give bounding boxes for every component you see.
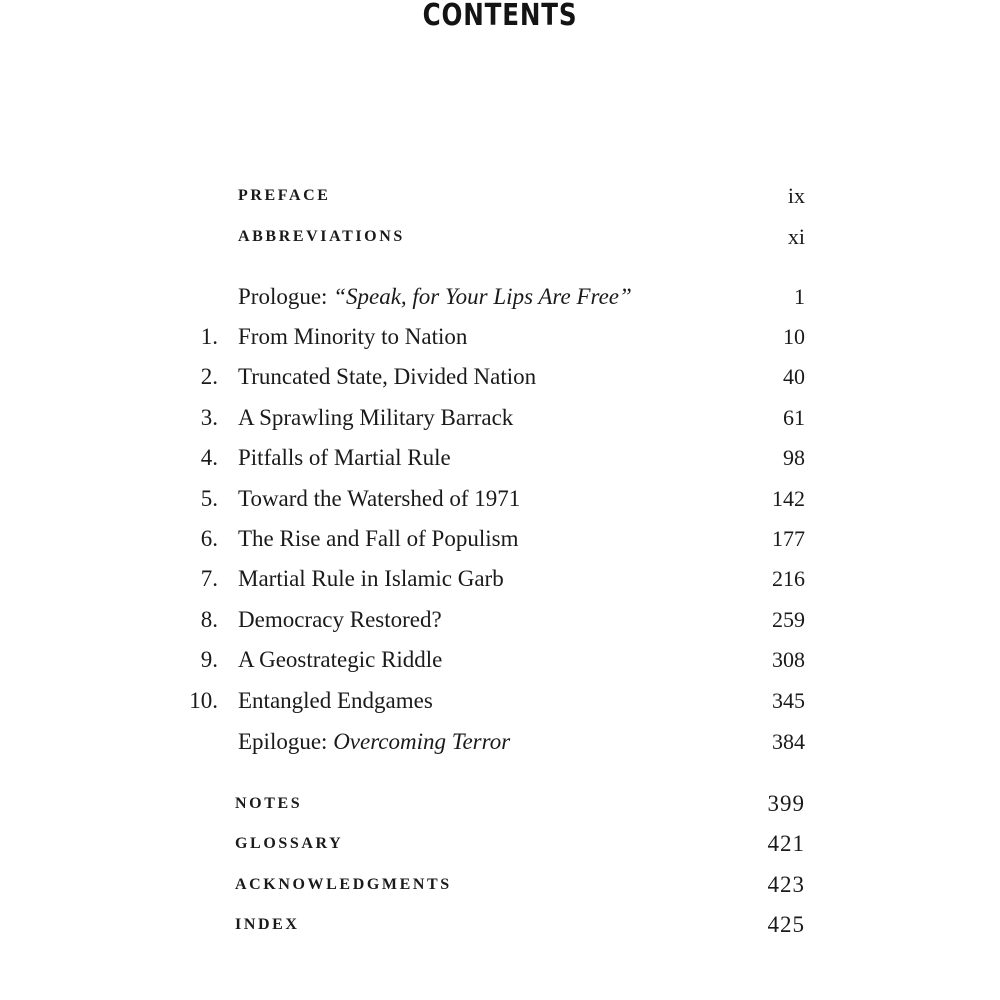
chapter-number: 3. — [200, 405, 218, 430]
toc-chapter-5[interactable] — [0, 484, 1000, 514]
chapter-number: 5. — [200, 486, 218, 511]
chapter-number: 1. — [200, 324, 218, 349]
toc-entry-label: ACKNOWLEDGMENTS — [235, 876, 452, 893]
chapter-page: 40 — [783, 364, 805, 389]
toc-entry-epilogue[interactable] — [0, 727, 1000, 757]
toc-entry-page: 421 — [767, 831, 805, 856]
chapter-number: 4. — [200, 445, 218, 470]
chapter-number: 8. — [200, 607, 218, 632]
chapter-page: 98 — [783, 445, 805, 470]
chapter-title: Martial Rule in Islamic Garb — [238, 566, 504, 591]
toc-chapter-4[interactable] — [0, 443, 1000, 473]
toc-chapter-8[interactable] — [0, 605, 1000, 635]
chapter-title: Democracy Restored? — [238, 607, 442, 632]
chapter-page: 345 — [772, 688, 805, 713]
chapter-page: 308 — [772, 647, 805, 672]
toc-entry-glossary[interactable] — [0, 829, 1000, 859]
chapter-number: 9. — [200, 647, 218, 672]
toc-entry-preface[interactable] — [0, 181, 1000, 211]
toc-entry-index[interactable] — [0, 910, 1000, 940]
toc-entry-label — [238, 282, 632, 312]
toc-entry-label: GLOSSARY — [235, 835, 344, 852]
chapter-number: 10. — [189, 688, 218, 713]
toc-entry-page: 425 — [767, 912, 805, 937]
toc-entry-page: 423 — [767, 872, 805, 897]
toc-entry-acknowledgments[interactable] — [0, 870, 1000, 900]
chapter-page: 10 — [783, 324, 805, 349]
toc-entry-italic-title: Overcoming Terror — [333, 729, 511, 754]
toc-chapter-10[interactable] — [0, 686, 1000, 716]
chapter-title: The Rise and Fall of Populism — [238, 526, 519, 551]
toc-entry-page: ix — [787, 183, 805, 208]
page-title: CONTENTS — [422, 0, 578, 33]
toc-entry-notes[interactable] — [0, 789, 1000, 819]
chapter-page: 177 — [772, 526, 805, 551]
toc-chapter-2[interactable] — [0, 362, 1000, 392]
toc-entry-prefix: Epilogue: — [238, 729, 334, 754]
toc-entry-page: 384 — [772, 729, 805, 754]
toc-entry-label — [238, 727, 510, 757]
toc-entry-label: PREFACE — [238, 187, 331, 204]
toc-entry-label: ABBREVIATIONS — [238, 228, 405, 245]
toc-chapter-7[interactable] — [0, 564, 1000, 594]
chapter-title: Pitfalls of Martial Rule — [238, 445, 451, 470]
toc-chapter-9[interactable] — [0, 645, 1000, 675]
chapter-title: Entangled Endgames — [238, 688, 433, 713]
chapter-page: 142 — [772, 486, 805, 511]
toc-entry-italic-title: “Speak, for Your Lips Are Free” — [333, 284, 632, 309]
toc-chapter-3[interactable] — [0, 403, 1000, 433]
chapter-title: From Minority to Nation — [238, 324, 468, 349]
chapter-page: 216 — [772, 566, 805, 591]
toc-chapter-1[interactable] — [0, 322, 1000, 352]
chapter-title: A Sprawling Military Barrack — [238, 405, 514, 430]
toc-entry-label: INDEX — [235, 916, 300, 933]
chapter-number: 7. — [200, 566, 218, 591]
toc-chapter-6[interactable] — [0, 524, 1000, 554]
chapter-title: Truncated State, Divided Nation — [238, 364, 537, 389]
toc-entry-prologue[interactable] — [0, 282, 1000, 312]
chapter-page: 259 — [772, 607, 805, 632]
toc-entry-page: 1 — [794, 284, 805, 309]
chapter-number: 2. — [200, 364, 218, 389]
toc-entry-abbreviations[interactable] — [0, 222, 1000, 252]
chapter-title: A Geostrategic Riddle — [238, 647, 443, 672]
toc-entry-page: xi — [787, 224, 805, 249]
toc-entry-prefix: Prologue: — [238, 284, 334, 309]
toc-entry-page: 399 — [767, 791, 805, 816]
chapter-number: 6. — [200, 526, 218, 551]
toc-entry-label: NOTES — [235, 795, 303, 812]
chapter-page: 61 — [783, 405, 805, 430]
chapter-title: Toward the Watershed of 1971 — [238, 486, 521, 511]
